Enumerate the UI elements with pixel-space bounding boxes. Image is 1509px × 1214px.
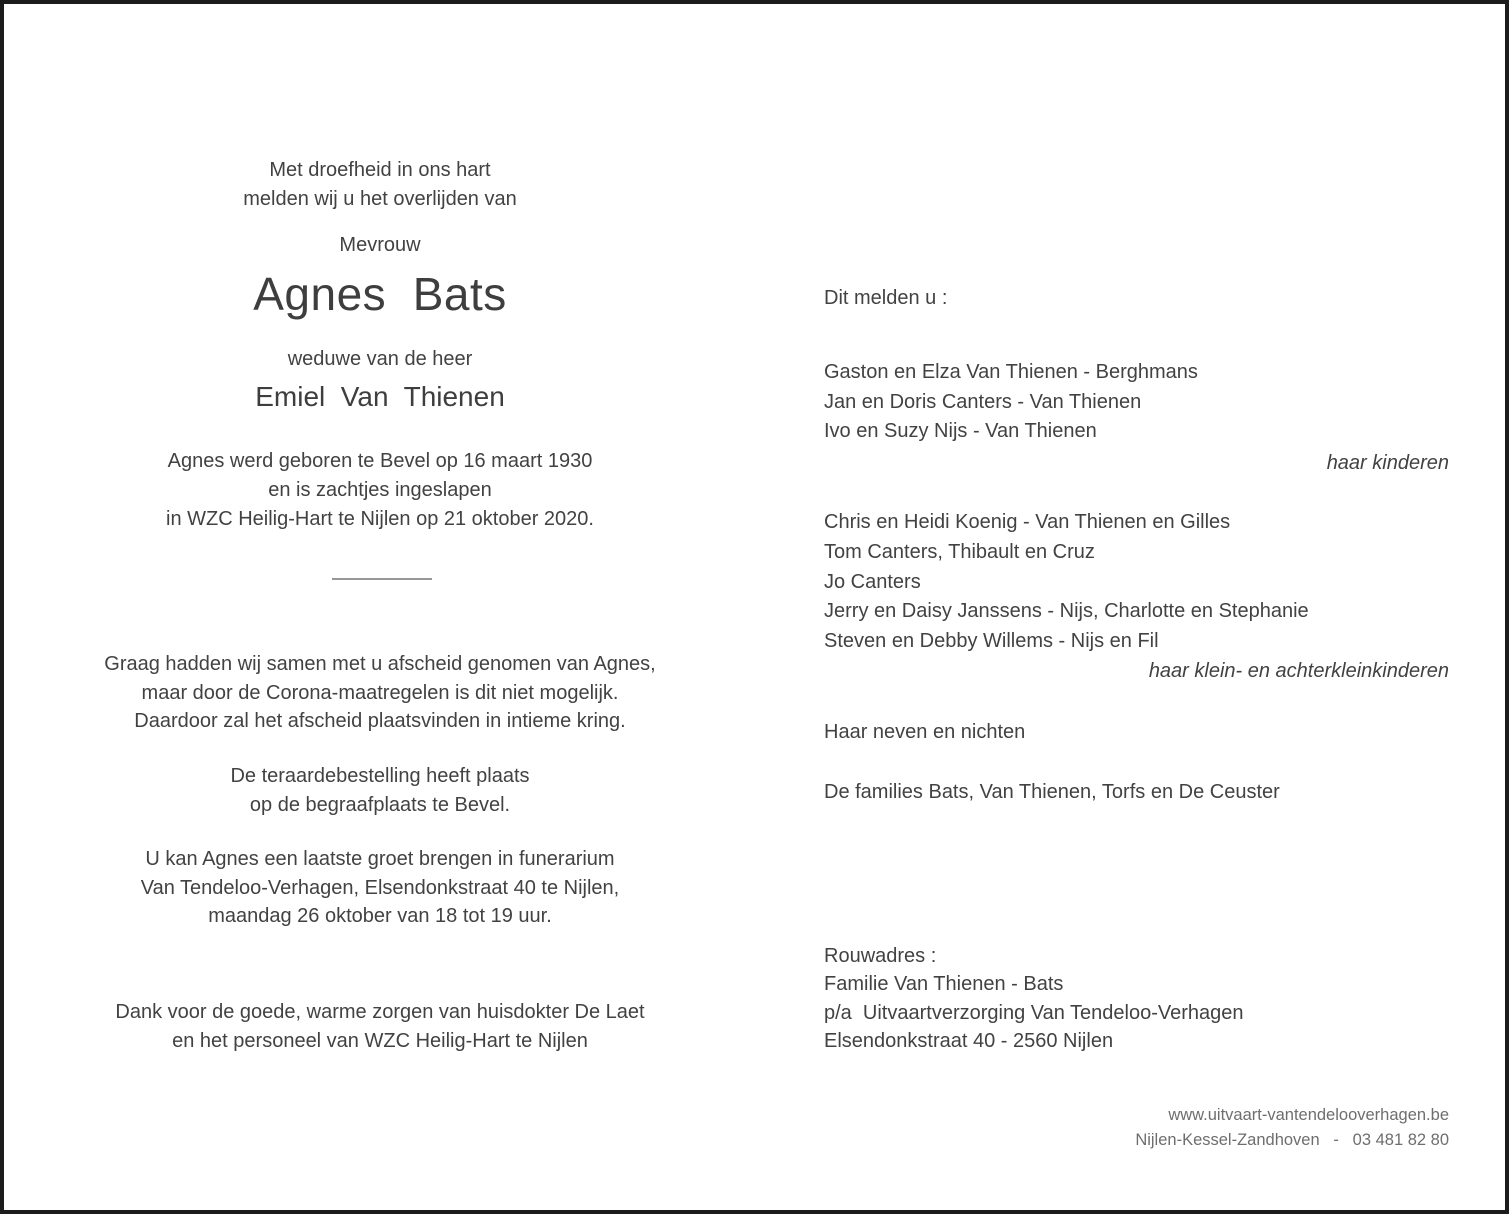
funeral-home-footer [824, 1103, 1449, 1153]
grandchildren-credit [824, 657, 1449, 686]
covid-notice-line: Daardoor zal het afscheid plaatsvinden in intieme kring. [134, 710, 626, 732]
covid-notice [69, 650, 691, 736]
children-credit [824, 449, 1449, 478]
grandchildren-credit-text: haar klein- en achterkleinkinderen [1148, 660, 1449, 682]
intro-line: melden wij u het overlijden van [243, 188, 517, 210]
visitation-info-line: U kan Agnes een laatste groet brengen in funerarium [145, 848, 615, 870]
spouse-relation-label: weduwe van de heer [287, 348, 473, 370]
visitation-info-line: Van Tendeloo-Verhagen, Elsendonkstraat 40 te Nijlen, [140, 876, 620, 899]
footer-contact: Nijlen-Kessel-Zandhoven - 03 481 82 80 [1135, 1131, 1449, 1149]
deceased-name [69, 267, 691, 321]
grandchildren-list-item: Jerry en Daisy Janssens - Nijs, Charlotte en Stephanie [824, 600, 1309, 623]
life-dates-line: en is zachtjes ingeslapen [268, 479, 492, 501]
mourning-address-heading: Rouwadres : [824, 945, 937, 967]
covid-notice-line: maar door de Corona-maatregelen is dit niet mogelijk. [141, 681, 619, 704]
mourning-address-line: Elsendonkstraat 40 - 2560 Nijlen [824, 1029, 1114, 1052]
children-list [824, 358, 1449, 447]
mourning-address-line: p/a Uitvaartverzorging Van Tendeloo-Verhagen [824, 1001, 1244, 1024]
visitation-info [69, 845, 691, 931]
intro-line: Met droefheid in ons hart [269, 159, 491, 181]
spouse-name-text: Emiel Van Thienen [255, 381, 505, 412]
thanks-note [69, 998, 691, 1056]
grandchildren-list-item: Tom Canters, Thibault en Cruz [824, 540, 1095, 563]
announcement-heading [824, 284, 1449, 313]
thanks-note-line: Dank voor de goede, warme zorgen van huisdokter De Laet [115, 1001, 645, 1023]
mourning-address [824, 942, 1449, 1055]
covid-notice-line: Graag hadden wij samen met u afscheid genomen van Agnes, [104, 653, 656, 675]
visitation-info-line: maandag 26 oktober van 18 tot 19 uur. [208, 905, 552, 927]
grandchildren-list-item: Chris en Heidi Koenig - Van Thienen en Gilles [824, 511, 1231, 533]
section-divider [332, 578, 432, 580]
relatives-note [824, 718, 1449, 747]
spouse-name [69, 379, 691, 415]
families-note-text: De families Bats, Van Thienen, Torfs en De Ceuster [824, 781, 1280, 803]
mourning-address-line: Familie Van Thienen - Bats [824, 973, 1064, 996]
grandchildren-list [824, 508, 1449, 657]
children-list-item: Jan en Doris Canters - Van Thienen [824, 390, 1142, 413]
children-list-item: Ivo en Suzy Nijs - Van Thienen [824, 420, 1097, 442]
deceased-name-text: Agnes Bats [253, 268, 507, 320]
spouse-relation [69, 345, 691, 374]
intro-text [69, 156, 691, 214]
burial-info-line: op de begraafplaats te Bevel. [249, 793, 511, 816]
burial-info-line: De teraardebestelling heeft plaats [230, 765, 530, 787]
salutation [69, 231, 691, 260]
children-list-item: Gaston en Elza Van Thienen - Berghmans [824, 361, 1198, 383]
grandchildren-list-item: Steven en Debby Willems - Nijs en Fil [824, 630, 1159, 652]
families-note [824, 778, 1449, 807]
burial-info [69, 762, 691, 819]
life-dates [69, 447, 691, 534]
children-credit-text: haar kinderen [1326, 452, 1449, 474]
life-dates-line: in WZC Heilig-Hart te Nijlen op 21 oktober 2020. [166, 508, 594, 530]
life-dates-line: Agnes werd geboren te Bevel op 16 maart 1930 [167, 450, 593, 472]
thanks-note-line: en het personeel van WZC Heilig-Hart te Nijlen [172, 1030, 588, 1052]
announcement-heading-text: Dit melden u : [824, 287, 948, 309]
salutation-label: Mevrouw [339, 234, 421, 256]
footer-website: www.uitvaart-vantendelooverhagen.be [1168, 1106, 1449, 1124]
grandchildren-list-item: Jo Canters [824, 570, 921, 593]
relatives-note-text: Haar neven en nichten [824, 721, 1026, 743]
